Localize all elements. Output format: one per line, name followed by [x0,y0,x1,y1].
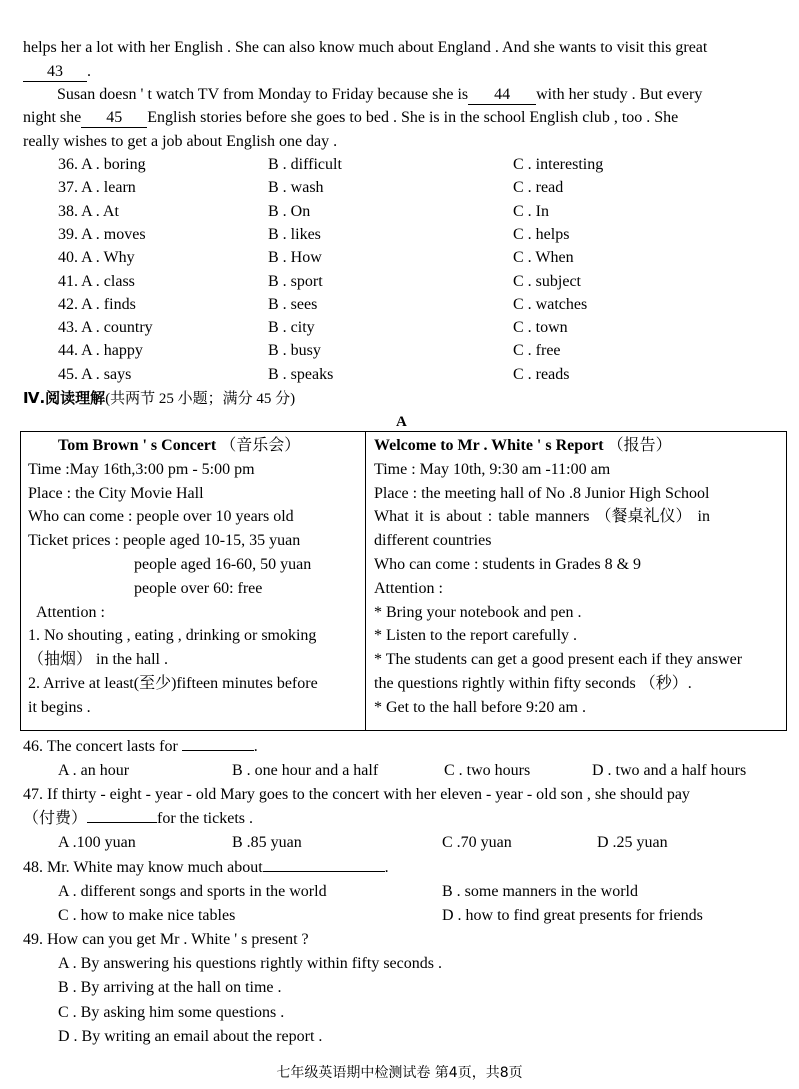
q46-option-c: C . two hours [444,762,531,779]
blank-45: 45 [81,109,147,128]
answer-blank-48 [263,871,385,872]
q48-option-c: C . how to make nice tables [58,907,236,924]
report-item-3a: * The students can get a good present each if they answer [374,651,743,669]
answer-blank-47 [87,822,157,823]
passage-line-3: Susan doesn ' t watch TV from Monday to Friday because she is 44 with her study . But every [57,86,703,103]
report-item-1: * Bring your notebook and pen . [374,603,582,621]
q46-option-a: A . an hour [58,762,130,779]
report-notice [374,434,780,720]
q47-option-b: B .85 yuan [232,834,302,851]
cloze-option-41-b: B . sport [268,272,323,290]
concert-who: Who can come : people over 10 years old [28,508,294,526]
section-title: Ⅳ.阅读理解 [23,389,106,407]
report-about-b: different countries [374,532,492,550]
cloze-option-43-b: B . city [268,319,315,337]
cloze-option-37-a: 37. A . learn [58,179,136,197]
cloze-option-45-a: 45. A . says [58,365,132,383]
cloze-option-36-b: B . difficult [268,156,342,173]
answer-blank-46 [182,750,254,751]
q46-option-d: D . two and a half hours [592,762,747,779]
report-place: Place : the meeting hall of No .8 Junior High School [374,484,710,502]
cloze-option-45-c: C . reads [513,365,570,383]
cloze-option-42-c: C . watches [513,295,588,313]
concert-attention: Attention : [36,603,105,621]
cloze-option-42-b: B . sees [268,295,318,313]
q49-option-c: C . By asking him some questions . [58,1004,285,1021]
cloze-option-38-b: B . On [268,202,311,220]
blank-43: 43 [23,63,87,82]
cloze-option-36-c: C . interesting [513,156,604,173]
cloze-option-41-a: 41. A . class [58,272,135,290]
concert-time: Time :May 16th,3:00 pm - 5:00 pm [28,460,255,478]
cloze-option-38-c: C . In [513,202,549,220]
cloze-option-36-a: 36. A . boring [58,156,146,173]
concert-price-2: people aged 16-60, 50 yuan [134,555,312,573]
cloze-option-37-c: C . read [513,179,564,197]
question-47-cont: （付费） for the tickets . [23,810,253,827]
cloze-option-44-b: B . busy [268,342,321,360]
table-divider [365,432,366,730]
cloze-option-39-c: C . helps [513,225,570,243]
concert-rule-2b: it begins . [28,698,91,716]
cloze-option-37-b: B . wash [268,179,324,197]
cloze-option-39-a: 39. A . moves [58,225,146,243]
question-47: 47. If thirty - eight - year - old Mary goes to the concert with her eleven - year - old son , she should pay [23,786,690,803]
section-heading [23,387,295,410]
q47-option-c: C .70 yuan [442,834,512,851]
passage-line-5: really wishes to get a job about English one day . [23,133,338,150]
q48-option-d: D . how to find great presents for friends [442,907,703,924]
part-label: A [396,414,407,430]
q46-option-b: B . one hour and a half [232,762,379,779]
notice-table [20,431,787,731]
report-item-3b: the questions rightly within fifty seconds （秒）. [374,674,692,692]
page-footer: 七年级英语期中检测试卷 第4页，共8页 [276,1065,523,1081]
concert-rule-1a: 1. No shouting , eating , drinking or smoking [28,627,317,645]
q48-option-b: B . some manners in the world [442,883,638,900]
q49-option-b: B . By arriving at the hall on time . [58,979,282,996]
concert-rule-2a: 2. Arrive at least(至少)fifteen minutes before [28,674,318,692]
section-subtitle: (共两节 25 小题；满分 45 分) [105,391,296,407]
cloze-option-44-a: 44. A . happy [58,342,143,360]
cloze-option-41-c: C . subject [513,272,581,290]
concert-notice [28,434,360,720]
concert-price-1: Ticket prices : people aged 10-15, 35 yuan [28,532,301,550]
passage-line-1: helps her a lot with her English . She can also know much about England . And she wants to visit this great [23,39,708,56]
cloze-option-38-a: 38. A . At [58,202,119,220]
q47-option-a: A .100 yuan [58,834,136,851]
question-49: 49. How can you get Mr . White ' s present ? [23,931,309,948]
cloze-option-40-a: 40. A . Why [58,249,135,267]
report-item-4: * Get to the hall before 9:20 am . [374,698,586,716]
q49-option-d: D . By writing an email about the report . [58,1028,323,1045]
cloze-option-45-b: B . speaks [268,365,334,383]
report-time: Time : May 10th, 9:30 am -11:00 am [374,460,611,478]
cloze-option-40-c: C . When [513,249,574,267]
concert-place: Place : the City Movie Hall [28,484,204,502]
report-title: Welcome to Mr . White ' s Report （报告） [374,437,672,454]
report-attention: Attention : [374,579,443,597]
cloze-option-40-b: B . How [268,249,322,267]
q48-option-a: A . different songs and sports in the world [58,883,327,900]
concert-rule-1b: （抽烟） in the hall . [28,651,168,669]
concert-price-3: people over 60: free [134,579,263,597]
passage-line-2: 43 . [23,61,91,83]
passage-line-4: night she 45 English stories before she goes to bed . She is in the school English club , too . She [23,109,679,126]
blank-44: 44 [468,86,536,105]
cloze-option-42-a: 42. A . finds [58,295,136,313]
cloze-option-44-c: C . free [513,342,561,360]
concert-title: Tom Brown ' s Concert （音乐会） [58,437,301,454]
report-who: Who can come : students in Grades 8 & 9 [374,555,642,573]
q49-option-a: A . By answering his questions rightly within fifty seconds . [58,955,442,972]
report-about-a: What it is about : table manners （餐桌礼仪） in [374,508,710,526]
question-46: 46. The concert lasts for . [23,738,258,755]
cloze-option-43-c: C . town [513,319,568,337]
report-item-2: * Listen to the report carefully . [374,627,578,645]
cloze-option-39-b: B . likes [268,225,321,243]
q47-option-d: D .25 yuan [597,834,668,851]
cloze-option-43-a: 43. A . country [58,319,153,337]
question-48: 48. Mr. White may know much about . [23,859,389,876]
